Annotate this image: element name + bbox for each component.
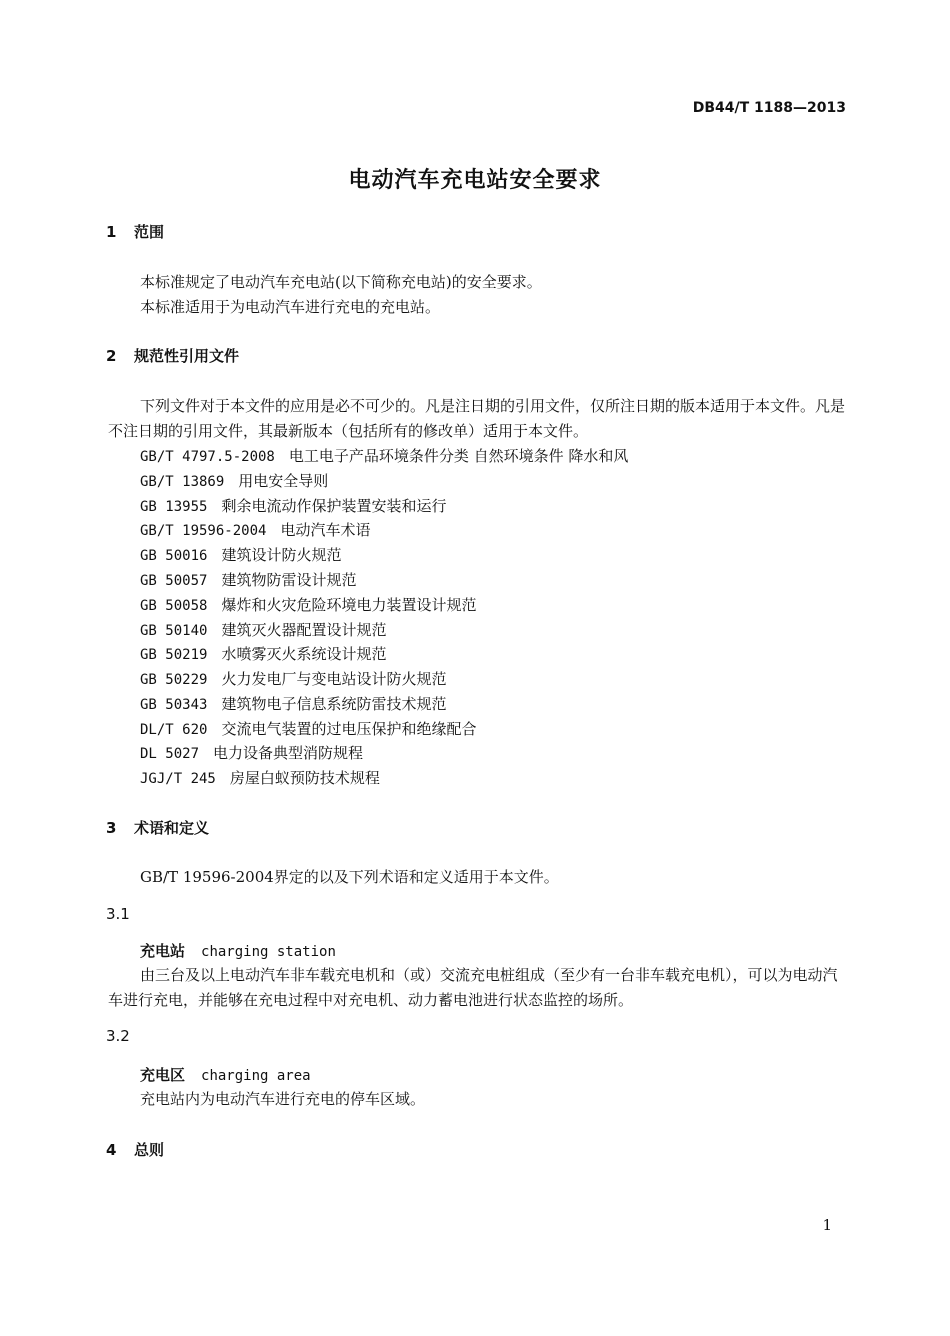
- paragraph: 本标准规定了电动汽车充电站(以下简称充电站)的安全要求。: [140, 273, 542, 291]
- reference-title: 用电安全导则: [238, 472, 329, 490]
- reference-title: 爆炸和火灾危险环境电力装置设计规范: [221, 596, 477, 614]
- term-heading: [140, 1064, 311, 1085]
- reference-code: GB 50016: [140, 548, 208, 564]
- reference-code: GB 13955: [140, 499, 208, 515]
- reference-title: 建筑物电子信息系统防雷技术规范: [221, 695, 447, 713]
- section-3-heading: [106, 817, 209, 838]
- reference-item: [140, 742, 363, 763]
- section-title: 术语和定义: [134, 819, 210, 837]
- document-title: 电动汽车充电站安全要求: [348, 168, 602, 193]
- reference-title: 建筑物防雷设计规范: [221, 571, 357, 589]
- reference-item: [140, 594, 476, 615]
- standard-number: DB44/T 1188—2013: [692, 100, 846, 116]
- section-2-heading: [106, 345, 239, 366]
- reference-item: [140, 445, 628, 466]
- reference-title: 建筑灭火器配置设计规范: [221, 621, 387, 639]
- section-3-intro: GB/T 19596-2004界定的以及下列术语和定义适用于本文件。: [140, 868, 559, 886]
- reference-title: 电工电子产品环境条件分类 自然环境条件 降水和风: [288, 447, 629, 465]
- section-title: 范围: [134, 223, 165, 241]
- reference-item: [140, 718, 476, 739]
- reference-code: GB 50229: [140, 672, 208, 688]
- reference-code: GB 50343: [140, 697, 208, 713]
- reference-title: 建筑设计防火规范: [221, 546, 342, 564]
- reference-item: [140, 519, 370, 540]
- reference-title: 房屋白蚁预防技术规程: [229, 769, 380, 787]
- section-number: 3: [106, 819, 117, 837]
- reference-item: [140, 668, 446, 689]
- reference-code: DL 5027: [140, 746, 200, 762]
- reference-item: [140, 619, 386, 640]
- paragraph: 本标准适用于为电动汽车进行充电的充电站。: [140, 298, 441, 316]
- section-1-heading: [106, 221, 164, 242]
- term-en: charging station: [201, 944, 336, 960]
- reference-code: GB/T 19596-2004: [140, 523, 267, 539]
- term-en: charging area: [201, 1068, 311, 1084]
- reference-code: GB/T 4797.5-2008: [140, 449, 275, 465]
- section-title: 规范性引用文件: [134, 347, 240, 365]
- term-heading: [140, 940, 336, 961]
- reference-code: GB/T 13869: [140, 474, 225, 490]
- reference-code: GB 50140: [140, 623, 208, 639]
- reference-code: GB 50219: [140, 647, 208, 663]
- reference-item: [140, 767, 380, 788]
- term-definition: 由三台及以上电动汽车非车载充电机和（或）交流充电桩组成（至少有一台非车载充电机），可以为电动汽车进行充电，并能够在充电过程中对充电机、动力蓄电池进行状态监控的场所。: [108, 966, 838, 1009]
- term-number: 3.1: [106, 905, 130, 923]
- term-zh: 充电站: [140, 942, 186, 960]
- section-number: 1: [106, 223, 117, 241]
- reference-item: [140, 693, 446, 714]
- page-number: 1: [822, 1216, 832, 1234]
- section-number: 2: [106, 347, 117, 365]
- reference-item: [140, 569, 356, 590]
- reference-code: DL/T 620: [140, 722, 208, 738]
- reference-code: JGJ/T 245: [140, 771, 216, 787]
- reference-title: 火力发电厂与变电站设计防火规范: [221, 670, 447, 688]
- section-2-intro: 下列文件对于本文件的应用是必不可少的。凡是注日期的引用文件，仅所注日期的版本适用于本文件。凡是不注日期的引用文件，其最新版本（包括所有的修改单）适用于本文件。: [108, 397, 846, 440]
- reference-title: 交流电气装置的过电压保护和绝缘配合: [221, 720, 477, 738]
- reference-item: [140, 544, 341, 565]
- section-4-heading: [106, 1139, 164, 1160]
- reference-title: 电动汽车术语: [280, 521, 371, 539]
- reference-item: [140, 495, 446, 516]
- reference-title: 电力设备典型消防规程: [213, 744, 364, 762]
- reference-title: 剩余电流动作保护装置安装和运行: [221, 497, 447, 515]
- reference-code: GB 50057: [140, 573, 208, 589]
- term-zh: 充电区: [140, 1066, 186, 1084]
- reference-item: [140, 643, 386, 664]
- section-number: 4: [106, 1141, 117, 1159]
- term-number: 3.2: [106, 1027, 130, 1045]
- term-definition: 充电站内为电动汽车进行充电的停车区域。: [140, 1090, 426, 1108]
- section-title: 总则: [134, 1141, 165, 1159]
- reference-title: 水喷雾灭火系统设计规范: [221, 645, 387, 663]
- reference-code: GB 50058: [140, 598, 208, 614]
- reference-item: [140, 470, 328, 491]
